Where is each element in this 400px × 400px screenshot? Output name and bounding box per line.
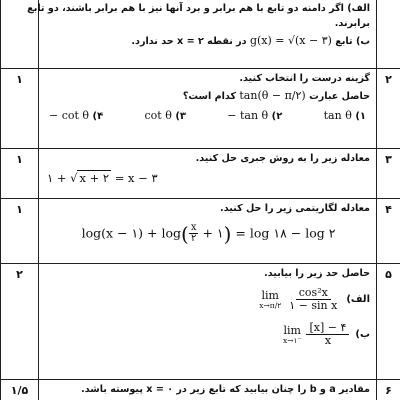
- option-label: ۲): [271, 110, 283, 122]
- score-cell: ۱: [1, 149, 39, 199]
- question-row-6: [1, 380, 400, 400]
- statement-b: [45, 32, 370, 50]
- log-equation: [45, 223, 370, 245]
- lim-subscript: x→۱⁻: [282, 335, 302, 345]
- question-body: [39, 264, 377, 380]
- lim-text: lim: [283, 323, 301, 337]
- limit-a: [45, 287, 370, 312]
- question-row-3: [1, 149, 400, 199]
- fraction: [189, 223, 199, 245]
- option-label: ۴): [92, 110, 104, 122]
- radicand: x + ۲: [79, 170, 110, 185]
- statement-a-cont: برابرند.: [334, 17, 370, 29]
- fraction-denominator: ۱ − sin x: [289, 298, 338, 312]
- question-body: [27, 0, 377, 69]
- fraction-numerator: cos²x: [296, 287, 331, 300]
- statement-b-label: ب) تابع: [335, 35, 370, 47]
- radical-equation: [45, 170, 370, 188]
- instruction: حاصل حد زیر را بیابید.: [264, 268, 370, 279]
- option-value: − cot θ: [49, 108, 90, 122]
- question-prefix: حاصل عبارت: [309, 90, 370, 102]
- question-suffix: کدام است؟: [182, 90, 237, 102]
- log-term-1: log(x − ۱) + log: [81, 225, 181, 241]
- question-number: ۶: [377, 380, 400, 400]
- instruction: گزینه درست را انتخاب کنید.: [239, 73, 370, 84]
- option-label: ۱): [355, 110, 366, 122]
- score-cell: ۱: [1, 199, 39, 264]
- limit-fraction: [306, 322, 349, 347]
- question-body: [39, 199, 377, 264]
- score-cell: ۲: [1, 264, 39, 380]
- equation-right: = x − ۳: [114, 170, 158, 185]
- equation-left: ۱ +: [47, 170, 67, 185]
- question-row-2: [1, 69, 400, 149]
- question-row-1: [1, 0, 400, 69]
- statement-b-rest: در نقطه x = ۲ حد ندارد.: [131, 35, 247, 47]
- question-text: [45, 87, 370, 105]
- option-value: cot θ: [144, 108, 172, 122]
- log-term-2: + ۱: [202, 225, 224, 241]
- limit-fraction: [286, 287, 340, 312]
- question-number: ۴: [377, 199, 400, 264]
- lim-subscript: x→π/۲: [259, 300, 282, 310]
- fraction-numerator: [x] − ۴: [306, 322, 349, 335]
- option-label: ۳): [175, 110, 186, 122]
- option-4[interactable]: [49, 107, 103, 125]
- question-body: [39, 149, 377, 199]
- statement-b-function: g(x) = √(x − ۳): [249, 33, 332, 47]
- instruction: مقادیر a و b را چنان بیابید که تابع زیر در x = ۰ پیوسته باشد.: [81, 384, 370, 395]
- question-row-4: [1, 199, 400, 264]
- options-row: [45, 105, 370, 125]
- fraction-denominator: x: [324, 334, 332, 348]
- question-row-5: [1, 264, 400, 380]
- question-body: [39, 380, 377, 400]
- statement-a: الف) اگر دامنه دو تابع با هم برابر و برد آنها نیز با هم برابر باشند، دو تابع: [27, 3, 370, 14]
- question-number: ۵: [377, 264, 400, 380]
- limit-a-label: الف): [346, 293, 370, 305]
- option-value: tan θ: [323, 108, 352, 122]
- sqrt-expression: √ x + ۲: [70, 170, 110, 185]
- fraction-denominator: ۲: [190, 233, 197, 245]
- instruction: معادله زیر را به روش جبری حل کنید.: [195, 153, 370, 164]
- option-3[interactable]: [145, 107, 187, 125]
- paren-open: (: [181, 221, 189, 246]
- lim-text: lim: [261, 288, 279, 302]
- paren-close: ): [223, 221, 232, 246]
- option-value: − tan θ: [227, 108, 269, 122]
- limit-b-expression: [283, 322, 349, 347]
- question-body: [39, 69, 377, 149]
- question-number: ۲: [377, 69, 400, 149]
- question-expression: tan(θ − π/۲): [239, 88, 306, 102]
- log-rhs: = log ۱۸ − log ۲: [235, 225, 336, 241]
- score-cell: ۱/۵: [1, 380, 39, 400]
- option-2[interactable]: [227, 107, 282, 125]
- fraction-numerator: x: [190, 221, 197, 233]
- question-number: [377, 0, 400, 69]
- limit-operator: [259, 290, 281, 310]
- limit-b: [45, 322, 370, 347]
- option-1[interactable]: [324, 107, 366, 125]
- limit-b-label: ب): [355, 328, 370, 340]
- score-cell: ۱: [1, 69, 39, 149]
- limit-operator: [283, 325, 302, 345]
- limit-a-expression: [259, 287, 340, 312]
- question-number: ۳: [377, 149, 400, 199]
- instruction: معادله لگاریتمی زیر را حل کنید.: [220, 203, 370, 214]
